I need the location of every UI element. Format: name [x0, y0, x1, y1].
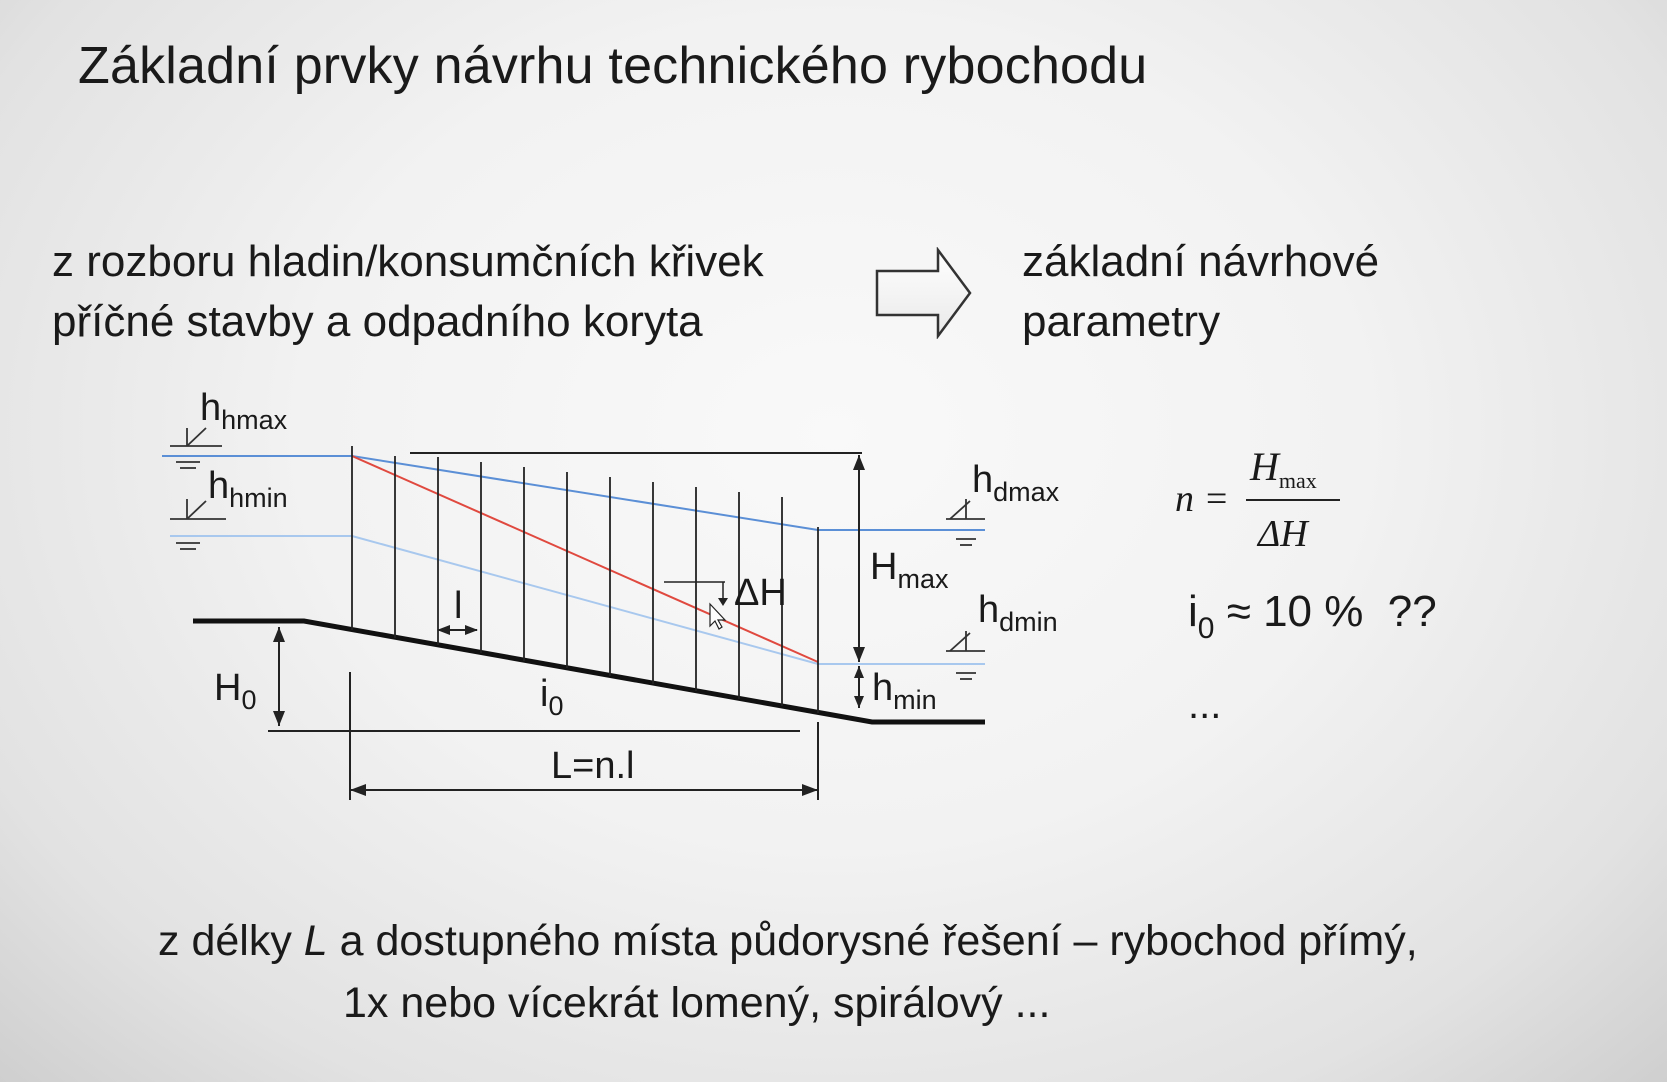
h0-arrow-down — [273, 711, 285, 726]
l-arrow-right — [802, 784, 818, 796]
label-hhmin: $h_{hmin}$ — [208, 465, 288, 513]
layout-note-line2: 1x nebo vícekrát lomený, spirálový ... — [343, 979, 1051, 1027]
formula-denominator: ΔH — [1258, 513, 1308, 555]
label-i0: $i_0$ — [540, 673, 564, 721]
hmin-arrow-up — [854, 666, 864, 678]
layout-note — [158, 910, 1418, 1034]
red-slope-line — [352, 456, 818, 662]
formula-lhs: n = — [1175, 478, 1230, 520]
water-level-symbol-hdmax — [946, 499, 985, 545]
label-hdmax: $h_{dmax}$ — [972, 459, 1060, 507]
result-text-line2: parametry — [1022, 297, 1221, 346]
mouse-cursor-icon — [710, 604, 725, 629]
label-h0: $H_0$ — [214, 667, 257, 715]
slope-estimate: $i_0 \approx 10$ % ?? — [1188, 587, 1437, 645]
label-hdmin: $h_{dmin}$ — [978, 589, 1058, 637]
hmax-arrow-up — [853, 455, 865, 470]
hmin-arrow-down — [854, 696, 864, 708]
layout-note-line1: z délky L a dostupného místa půdorysné řešení – rybochod přímý, — [158, 917, 1418, 965]
label-total-length: L=n.l — [551, 745, 635, 787]
slide-title: Základní prvky návrhu technického rybochodu — [78, 37, 1148, 95]
label-hmax: $H_{max}$ — [870, 546, 949, 594]
label-pool-length: l — [454, 585, 463, 627]
upper-max-water-gradient — [352, 456, 818, 530]
more-params-ellipsis: ... — [1188, 683, 1222, 727]
channel-bed — [193, 621, 985, 722]
delta-h-arrow — [718, 598, 728, 606]
pool-length-arrow-right — [465, 625, 478, 635]
water-level-symbol-hdmin — [946, 631, 985, 679]
h0-arrow-up — [273, 627, 285, 642]
result-text-line1: základní návrhové — [1022, 237, 1380, 286]
label-hmin: $h_{min}$ — [872, 667, 937, 715]
formula-numerator: $H_{max}$ — [1250, 444, 1317, 493]
label-delta-h: ΔH — [734, 572, 787, 614]
hmax-arrow-down — [853, 647, 865, 662]
source-text-line2: příčné stavby a odpadního koryta — [52, 297, 703, 346]
formula-n — [1175, 444, 1340, 555]
label-hhmax: $h_{hmax}$ — [200, 387, 288, 435]
water-level-symbol-hhmax — [170, 428, 222, 468]
source-text-line1: z rozboru hladin/konsumčních křivek — [52, 237, 764, 286]
l-arrow-left — [350, 784, 366, 796]
pool-length-arrow-left — [437, 625, 450, 635]
